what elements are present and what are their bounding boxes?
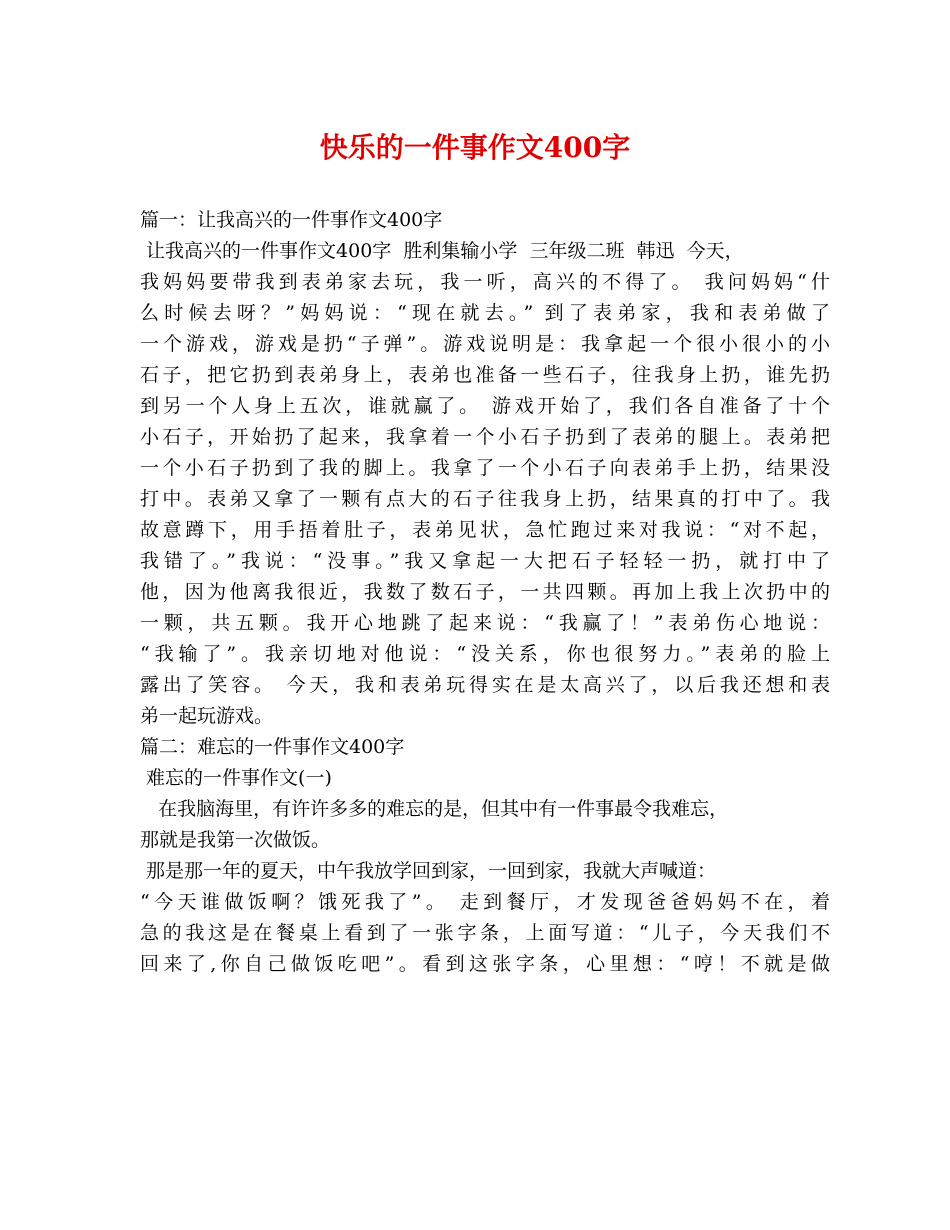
paragraph-line: 我错了。”我说：“没事。”我又拿起一大把石子轻轻一扔，就打中了 [140,550,830,572]
paragraph-line: 石子，把它扔到表弟身上，表弟也准备一些石子，往我身上扔，谁先扔 [140,364,830,386]
section-heading-2: 篇二：难忘的一件事作文400字 [140,736,405,758]
paragraph-line: 到另一个人身上五次，谁就赢了。 游戏开始了，我们各自准备了十个 [140,395,830,417]
paragraph-line: 回来了,你自己做饭吃吧”。看到这张字条，心里想：“哼！不就是做 [140,953,830,975]
paragraph-line: 他，因为他离我很近，我数了数石子，一共四颗。再加上我上次扔中的 [140,581,830,603]
section-heading-1: 篇一：让我高兴的一件事作文400字 [140,209,443,231]
paragraph-line: 让我高兴的一件事作文400字 胜利集输小学 三年级二班 韩迅 今天， [140,240,744,262]
article-subtitle: 难忘的一件事作文(一) [140,767,332,789]
document-body [140,205,830,980]
paragraph-line: “我输了”。我亲切地对他说：“没关系，你也很努力。”表弟的脸上 [140,643,830,665]
paragraph-line: 露出了笑容。 今天，我和表弟玩得实在是太高兴了，以后我还想和表 [140,674,830,696]
paragraph-line: “今天谁做饭啊？饿死我了”。 走到餐厅，才发现爸爸妈妈不在，着 [140,891,830,913]
paragraph-line: 那就是我第一次做饭。 [140,829,331,851]
paragraph-line: 那是那一年的夏天，中午我放学回到家，一回到家，我就大声喊道： [140,860,717,882]
document-title: 快乐的一件事作文400字 [319,131,631,164]
paragraph-line: 一颗，共五颗。我开心地跳了起来说：“我赢了！”表弟伤心地说： [140,612,830,634]
paragraph-line: 故意蹲下，用手捂着肚子，表弟见状，急忙跑过来对我说：“对不起， [140,519,830,541]
paragraph-line: 我妈妈要带我到表弟家去玩，我一听，高兴的不得了。 我问妈妈“什 [140,271,830,293]
paragraph-line: 小石子，开始扔了起来，我拿着一个小石子扔到了表弟的腿上。表弟把 [140,426,830,448]
paragraph-line: 一个小石子扔到了我的脚上。我拿了一个小石子向表弟手上扔，结果没 [140,457,830,479]
paragraph-line: 在我脑海里，有许许多多的难忘的是，但其中有一件事最令我难忘， [140,798,729,820]
paragraph-line: 弟一起玩游戏。 [140,705,274,727]
paragraph-line: 打中。表弟又拿了一颗有点大的石子往我身上扔，结果真的打中了。我 [140,488,830,510]
paragraph-line: 么时候去呀？”妈妈说：“现在就去。” 到了表弟家，我和表弟做了 [140,302,830,324]
paragraph-line: 急的我这是在餐桌上看到了一张字条，上面写道：“儿子，今天我们不 [140,922,830,944]
paragraph-line: 一个游戏，游戏是扔“子弹”。游戏说明是：我拿起一个很小很小的小 [140,333,830,355]
